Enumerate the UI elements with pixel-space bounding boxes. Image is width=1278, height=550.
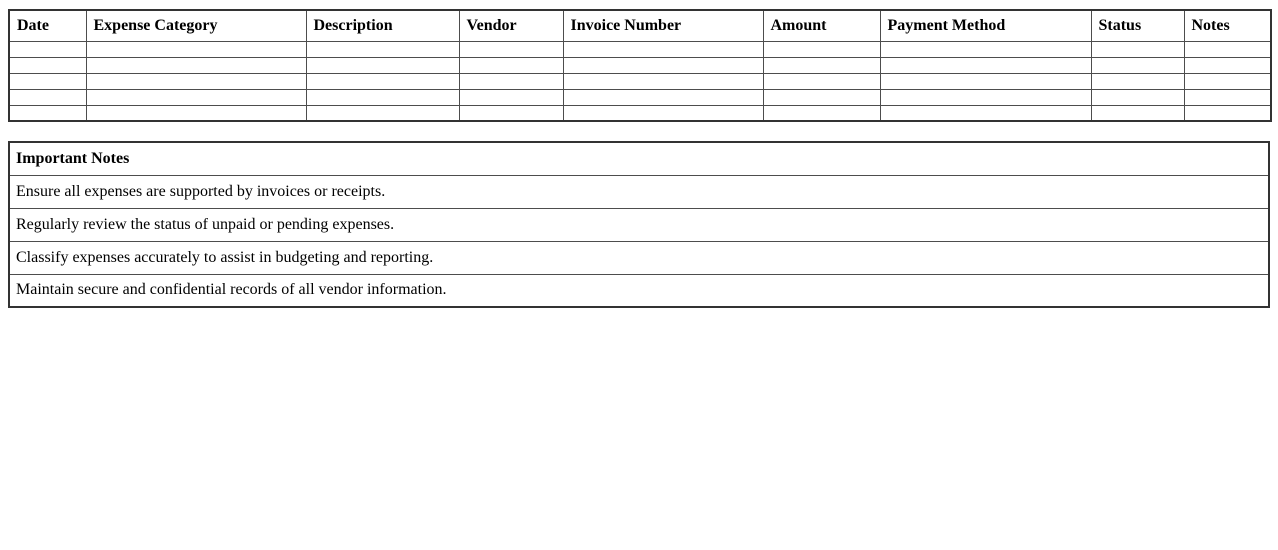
column-header-date: Date [9,10,86,41]
empty-cell [9,105,86,121]
empty-cell [459,89,563,105]
note-row [9,241,1269,274]
empty-cell [306,41,459,57]
empty-cell [563,105,763,121]
empty-cell [306,89,459,105]
expense-table-body [9,41,1271,121]
column-header-description: Description [306,10,459,41]
empty-cell [763,105,880,121]
note-text: Ensure all expenses are supported by invoices or receipts. [9,175,1269,208]
empty-cell [86,89,306,105]
empty-cell [763,89,880,105]
expense-empty-row [9,57,1271,73]
notes-title: Important Notes [9,142,1269,175]
empty-cell [1184,41,1271,57]
empty-cell [9,41,86,57]
column-header-vendor: Vendor [459,10,563,41]
empty-cell [880,89,1091,105]
empty-cell [763,57,880,73]
empty-cell [1091,89,1184,105]
empty-cell [563,73,763,89]
column-header-notes: Notes [1184,10,1271,41]
empty-cell [1091,73,1184,89]
expense-header-row [9,10,1271,41]
empty-cell [9,73,86,89]
expense-empty-row [9,89,1271,105]
empty-cell [306,57,459,73]
column-header-payment-method: Payment Method [880,10,1091,41]
empty-cell [1091,57,1184,73]
empty-cell [880,105,1091,121]
empty-cell [1184,57,1271,73]
column-header-expense-category: Expense Category [86,10,306,41]
empty-cell [1091,41,1184,57]
empty-cell [86,73,306,89]
note-text: Maintain secure and confidential records of all vendor information. [9,274,1269,307]
empty-cell [459,73,563,89]
column-header-status: Status [1091,10,1184,41]
empty-cell [1184,73,1271,89]
notes-header-row [9,142,1269,175]
expense-table [8,9,1272,122]
note-text: Classify expenses accurately to assist in budgeting and reporting. [9,241,1269,274]
empty-cell [763,73,880,89]
important-notes-table [8,141,1270,308]
empty-cell [86,41,306,57]
column-header-invoice-number: Invoice Number [563,10,763,41]
empty-cell [880,57,1091,73]
note-row [9,274,1269,307]
empty-cell [86,57,306,73]
note-row [9,175,1269,208]
note-text: Regularly review the status of unpaid or pending expenses. [9,208,1269,241]
empty-cell [563,89,763,105]
expense-empty-row [9,73,1271,89]
empty-cell [9,57,86,73]
expense-empty-row [9,105,1271,121]
empty-cell [563,41,763,57]
empty-cell [86,105,306,121]
empty-cell [880,41,1091,57]
empty-cell [459,105,563,121]
column-header-amount: Amount [763,10,880,41]
empty-cell [880,73,1091,89]
empty-cell [306,105,459,121]
empty-cell [1184,89,1271,105]
empty-cell [1184,105,1271,121]
empty-cell [763,41,880,57]
empty-cell [563,57,763,73]
empty-cell [9,89,86,105]
expense-empty-row [9,41,1271,57]
empty-cell [1091,105,1184,121]
empty-cell [459,57,563,73]
empty-cell [306,73,459,89]
note-row [9,208,1269,241]
empty-cell [459,41,563,57]
